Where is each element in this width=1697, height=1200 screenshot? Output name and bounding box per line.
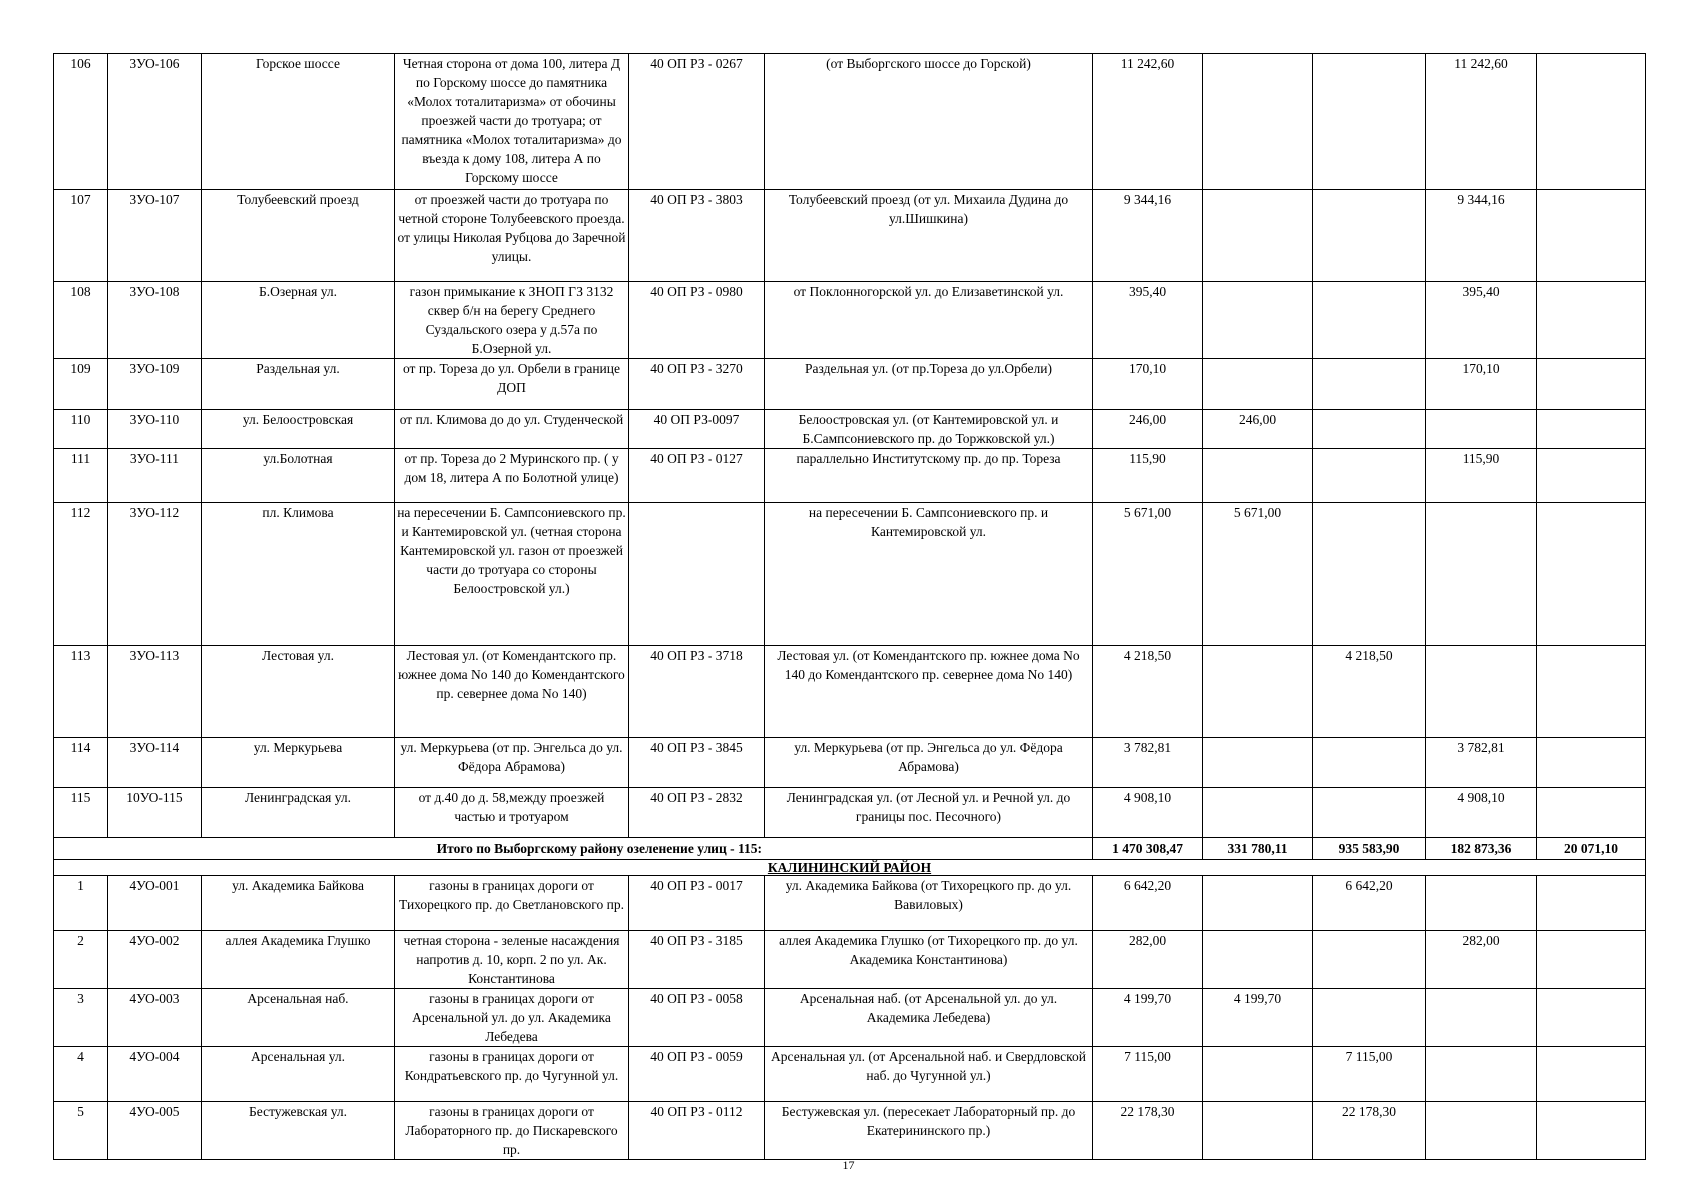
area-total-cell: 246,00 [1093, 410, 1203, 449]
description-cell: от пр. Тореза до ул. Орбели в границе ДОП [395, 359, 629, 410]
area-col2-cell: 22 178,30 [1313, 1102, 1426, 1160]
area-col4-cell [1537, 788, 1646, 838]
area-col2-cell [1313, 449, 1426, 503]
area-col4-cell [1537, 1047, 1646, 1102]
table-row [54, 646, 1646, 738]
summary-total: 1 470 308,47 [1093, 838, 1203, 860]
road-id-cell: 40 ОП РЗ-0097 [629, 410, 765, 449]
street-name-cell: ул. Академика Байкова [202, 876, 395, 931]
street-name-cell: Арсенальная ул. [202, 1047, 395, 1102]
road-section-cell: Арсенальная ул. (от Арсенальной наб. и Свердловской наб. до Чугунной ул.) [765, 1047, 1093, 1102]
description-cell: от проезжей части до тротуара по четной стороне Толубеевского проезда. от улицы Николая Рубцова до Заречной улицы. [395, 190, 629, 282]
description-cell: газоны в границах дороги от Кондратьевского пр. до Чугунной ул. [395, 1047, 629, 1102]
area-col4-cell [1537, 54, 1646, 190]
row-number-cell: 4 [54, 1047, 108, 1102]
road-id-cell: 40 ОП РЗ - 0127 [629, 449, 765, 503]
area-col2-cell [1313, 410, 1426, 449]
street-name-cell: Раздельная ул. [202, 359, 395, 410]
road-id-cell: 40 ОП РЗ - 3718 [629, 646, 765, 738]
area-col3-cell: 115,90 [1426, 449, 1537, 503]
area-col1-cell [1203, 1102, 1313, 1160]
code-cell: 3УО-110 [108, 410, 202, 449]
street-name-cell: Ленинградская ул. [202, 788, 395, 838]
area-col4-cell [1537, 738, 1646, 788]
area-col1-cell [1203, 788, 1313, 838]
area-col3-cell: 282,00 [1426, 931, 1537, 989]
area-col4-cell [1537, 503, 1646, 646]
road-section-cell: аллея Академика Глушко (от Тихорецкого пр. до ул. Академика Константинова) [765, 931, 1093, 989]
description-cell: от д.40 до д. 58,между проезжей частью и тротуаром [395, 788, 629, 838]
code-cell: 3УО-113 [108, 646, 202, 738]
area-col4-cell [1537, 876, 1646, 931]
area-col1-cell [1203, 876, 1313, 931]
area-col1-cell: 5 671,00 [1203, 503, 1313, 646]
table-row [54, 989, 1646, 1047]
row-number-cell: 2 [54, 931, 108, 989]
table-row [54, 410, 1646, 449]
street-name-cell: пл. Климова [202, 503, 395, 646]
road-section-cell: Лестовая ул. (от Комендантского пр. южнее дома No 140 до Комендантского пр. севернее дома No 140) [765, 646, 1093, 738]
area-total-cell: 170,10 [1093, 359, 1203, 410]
road-id-cell: 40 ОП РЗ - 0058 [629, 989, 765, 1047]
area-col2-cell [1313, 788, 1426, 838]
area-total-cell: 4 908,10 [1093, 788, 1203, 838]
area-col1-cell [1203, 931, 1313, 989]
road-section-cell: ул. Меркурьева (от пр. Энгельса до ул. Фёдора Абрамова) [765, 738, 1093, 788]
area-col3-cell [1426, 410, 1537, 449]
table-row [54, 503, 1646, 646]
area-col3-cell: 3 782,81 [1426, 738, 1537, 788]
description-cell: газоны в границах дороги от Арсенальной ул. до ул. Академика Лебедева [395, 989, 629, 1047]
road-section-cell: (от Выборгского шоссе до Горской) [765, 54, 1093, 190]
code-cell: 3УО-114 [108, 738, 202, 788]
row-number-cell: 1 [54, 876, 108, 931]
street-name-cell: Толубеевский проезд [202, 190, 395, 282]
area-col2-cell [1313, 738, 1426, 788]
road-section-cell: параллельно Институтскому пр. до пр. Тореза [765, 449, 1093, 503]
area-col4-cell [1537, 282, 1646, 359]
table-row [54, 1102, 1646, 1160]
area-col3-cell: 11 242,60 [1426, 54, 1537, 190]
table-row [54, 54, 1646, 190]
street-name-cell: Горское шоссе [202, 54, 395, 190]
table-row [54, 282, 1646, 359]
area-col4-cell [1537, 449, 1646, 503]
area-col4-cell [1537, 646, 1646, 738]
road-section-cell: Толубеевский проезд (от ул. Михаила Дудина до ул.Шишкина) [765, 190, 1093, 282]
code-cell: 3УО-112 [108, 503, 202, 646]
summary-col1: 331 780,11 [1203, 838, 1313, 860]
area-total-cell: 7 115,00 [1093, 1047, 1203, 1102]
area-col2-cell: 4 218,50 [1313, 646, 1426, 738]
area-total-cell: 6 642,20 [1093, 876, 1203, 931]
area-col2-cell [1313, 282, 1426, 359]
area-col1-cell: 246,00 [1203, 410, 1313, 449]
area-col1-cell [1203, 359, 1313, 410]
road-section-cell: Арсенальная наб. (от Арсенальной ул. до ул. Академика Лебедева) [765, 989, 1093, 1047]
area-col2-cell [1313, 503, 1426, 646]
row-number-cell: 113 [54, 646, 108, 738]
road-id-cell: 40 ОП РЗ - 3845 [629, 738, 765, 788]
row-number-cell: 109 [54, 359, 108, 410]
row-number-cell: 112 [54, 503, 108, 646]
road-section-cell: Бестужевская ул. (пересекает Лабораторный пр. до Екатерининского пр.) [765, 1102, 1093, 1160]
area-col4-cell [1537, 1102, 1646, 1160]
area-total-cell: 4 218,50 [1093, 646, 1203, 738]
street-name-cell: ул. Меркурьева [202, 738, 395, 788]
street-name-cell: Бестужевская ул. [202, 1102, 395, 1160]
row-number-cell: 5 [54, 1102, 108, 1160]
row-number-cell: 115 [54, 788, 108, 838]
area-col3-cell: 395,40 [1426, 282, 1537, 359]
description-cell: ул. Меркурьева (от пр. Энгельса до ул. Фёдора Абрамова) [395, 738, 629, 788]
area-col1-cell [1203, 1047, 1313, 1102]
area-col3-cell [1426, 1102, 1537, 1160]
table-row [54, 449, 1646, 503]
summary-label: Итого по Выборгскому району озеленение улиц - 115: [54, 838, 1093, 860]
row-number-cell: 106 [54, 54, 108, 190]
area-total-cell: 4 199,70 [1093, 989, 1203, 1047]
code-cell: 4УО-001 [108, 876, 202, 931]
area-col2-cell [1313, 54, 1426, 190]
page-number: 17 [842, 1158, 855, 1172]
area-total-cell: 282,00 [1093, 931, 1203, 989]
street-name-cell: Лестовая ул. [202, 646, 395, 738]
description-cell: газон примыкание к ЗНОП ГЗ 3132 сквер б/н на берегу Среднего Суздальского озера у д.57а по Б.Озерной ул. [395, 282, 629, 359]
road-id-cell: 40 ОП РЗ - 3270 [629, 359, 765, 410]
area-col4-cell [1537, 410, 1646, 449]
district-heading-row [54, 860, 1646, 876]
table-row [54, 876, 1646, 931]
road-id-cell [629, 503, 765, 646]
area-col4-cell [1537, 931, 1646, 989]
road-id-cell: 40 ОП РЗ - 0059 [629, 1047, 765, 1102]
road-section-cell: на пересечении Б. Сампсониевского пр. и Кантемировской ул. [765, 503, 1093, 646]
summary-col3: 182 873,36 [1426, 838, 1537, 860]
row-number-cell: 3 [54, 989, 108, 1047]
area-col2-cell [1313, 190, 1426, 282]
table-row [54, 788, 1646, 838]
area-col3-cell [1426, 503, 1537, 646]
area-col3-cell [1426, 876, 1537, 931]
street-name-cell: Арсенальная наб. [202, 989, 395, 1047]
area-col4-cell [1537, 359, 1646, 410]
area-col2-cell [1313, 359, 1426, 410]
road-id-cell: 40 ОП РЗ - 3185 [629, 931, 765, 989]
code-cell: 3УО-109 [108, 359, 202, 410]
area-col3-cell: 170,10 [1426, 359, 1537, 410]
row-number-cell: 110 [54, 410, 108, 449]
table-row [54, 1047, 1646, 1102]
description-cell: газоны в границах дороги от Лабораторного пр. до Пискаревского пр. [395, 1102, 629, 1160]
code-cell: 10УО-115 [108, 788, 202, 838]
area-col1-cell [1203, 282, 1313, 359]
road-section-cell: ул. Академика Байкова (от Тихорецкого пр. до ул. Вавиловых) [765, 876, 1093, 931]
area-col3-cell [1426, 989, 1537, 1047]
road-id-cell: 40 ОП РЗ - 0017 [629, 876, 765, 931]
area-total-cell: 9 344,16 [1093, 190, 1203, 282]
code-cell: 3УО-108 [108, 282, 202, 359]
code-cell: 3УО-111 [108, 449, 202, 503]
road-section-cell: Ленинградская ул. (от Лесной ул. и Речной ул. до границы пос. Песочного) [765, 788, 1093, 838]
area-col2-cell: 7 115,00 [1313, 1047, 1426, 1102]
description-cell: от пл. Климова до до ул. Студенческой [395, 410, 629, 449]
road-section-cell: Белоостровская ул. (от Кантемировской ул. и Б.Сампсониевского пр. до Торжковской ул.) [765, 410, 1093, 449]
area-col1-cell [1203, 449, 1313, 503]
area-col2-cell: 6 642,20 [1313, 876, 1426, 931]
road-id-cell: 40 ОП РЗ - 0980 [629, 282, 765, 359]
area-col3-cell [1426, 1047, 1537, 1102]
table-row [54, 190, 1646, 282]
area-col1-cell: 4 199,70 [1203, 989, 1313, 1047]
road-id-cell: 40 ОП РЗ - 0112 [629, 1102, 765, 1160]
table-row [54, 359, 1646, 410]
road-section-cell: Раздельная ул. (от пр.Тореза до ул.Орбели) [765, 359, 1093, 410]
code-cell: 3УО-107 [108, 190, 202, 282]
description-cell: четная сторона - зеленые насаждения напротив д. 10, корп. 2 по ул. Ак. Константинова [395, 931, 629, 989]
code-cell: 4УО-003 [108, 989, 202, 1047]
summary-col2: 935 583,90 [1313, 838, 1426, 860]
area-col4-cell [1537, 190, 1646, 282]
road-id-cell: 40 ОП РЗ - 0267 [629, 54, 765, 190]
area-total-cell: 5 671,00 [1093, 503, 1203, 646]
description-cell: Лестовая ул. (от Комендантского пр. южнее дома No 140 до Комендантского пр. севернее дома No 140) [395, 646, 629, 738]
description-cell: газоны в границах дороги от Тихорецкого пр. до Светлановского пр. [395, 876, 629, 931]
description-cell: на пересечении Б. Сампсониевского пр. и Кантемировской ул. (четная сторона Кантемировской ул. газон от проезжей части до тротуара со стороны Белоостровской ул.) [395, 503, 629, 646]
code-cell: 4УО-004 [108, 1047, 202, 1102]
area-total-cell: 395,40 [1093, 282, 1203, 359]
area-col1-cell [1203, 190, 1313, 282]
area-total-cell: 11 242,60 [1093, 54, 1203, 190]
row-number-cell: 107 [54, 190, 108, 282]
area-col1-cell [1203, 738, 1313, 788]
table-row [54, 931, 1646, 989]
district-heading: КАЛИНИНСКИЙ РАЙОН [54, 860, 1646, 876]
area-col1-cell [1203, 646, 1313, 738]
area-col1-cell [1203, 54, 1313, 190]
description-cell: от пр. Тореза до 2 Муринского пр. ( у дом 18, литера А по Болотной улице) [395, 449, 629, 503]
summary-row [54, 838, 1646, 860]
row-number-cell: 114 [54, 738, 108, 788]
area-total-cell: 3 782,81 [1093, 738, 1203, 788]
street-name-cell: Б.Озерная ул. [202, 282, 395, 359]
code-cell: 4УО-005 [108, 1102, 202, 1160]
code-cell: 4УО-002 [108, 931, 202, 989]
row-number-cell: 111 [54, 449, 108, 503]
area-col3-cell [1426, 646, 1537, 738]
area-col2-cell [1313, 989, 1426, 1047]
greening-table [53, 53, 1646, 1160]
area-col3-cell: 9 344,16 [1426, 190, 1537, 282]
description-cell: Четная сторона от дома 100, литера Д по Горскому шоссе до памятника «Молох тоталитаризма» от обочины проезжей части до тротуара; от памятника «Молох тоталитаризма» до въезда к дому 108, литера А по Горскому шоссе [395, 54, 629, 190]
table-row [54, 738, 1646, 788]
code-cell: 3УО-106 [108, 54, 202, 190]
street-name-cell: ул. Белоостровская [202, 410, 395, 449]
row-number-cell: 108 [54, 282, 108, 359]
street-name-cell: ул.Болотная [202, 449, 395, 503]
area-total-cell: 22 178,30 [1093, 1102, 1203, 1160]
road-section-cell: от Поклонногорской ул. до Елизаветинской ул. [765, 282, 1093, 359]
road-id-cell: 40 ОП РЗ - 3803 [629, 190, 765, 282]
area-col2-cell [1313, 931, 1426, 989]
road-id-cell: 40 ОП РЗ - 2832 [629, 788, 765, 838]
summary-col4: 20 071,10 [1537, 838, 1646, 860]
street-name-cell: аллея Академика Глушко [202, 931, 395, 989]
area-col4-cell [1537, 989, 1646, 1047]
area-total-cell: 115,90 [1093, 449, 1203, 503]
area-col3-cell: 4 908,10 [1426, 788, 1537, 838]
